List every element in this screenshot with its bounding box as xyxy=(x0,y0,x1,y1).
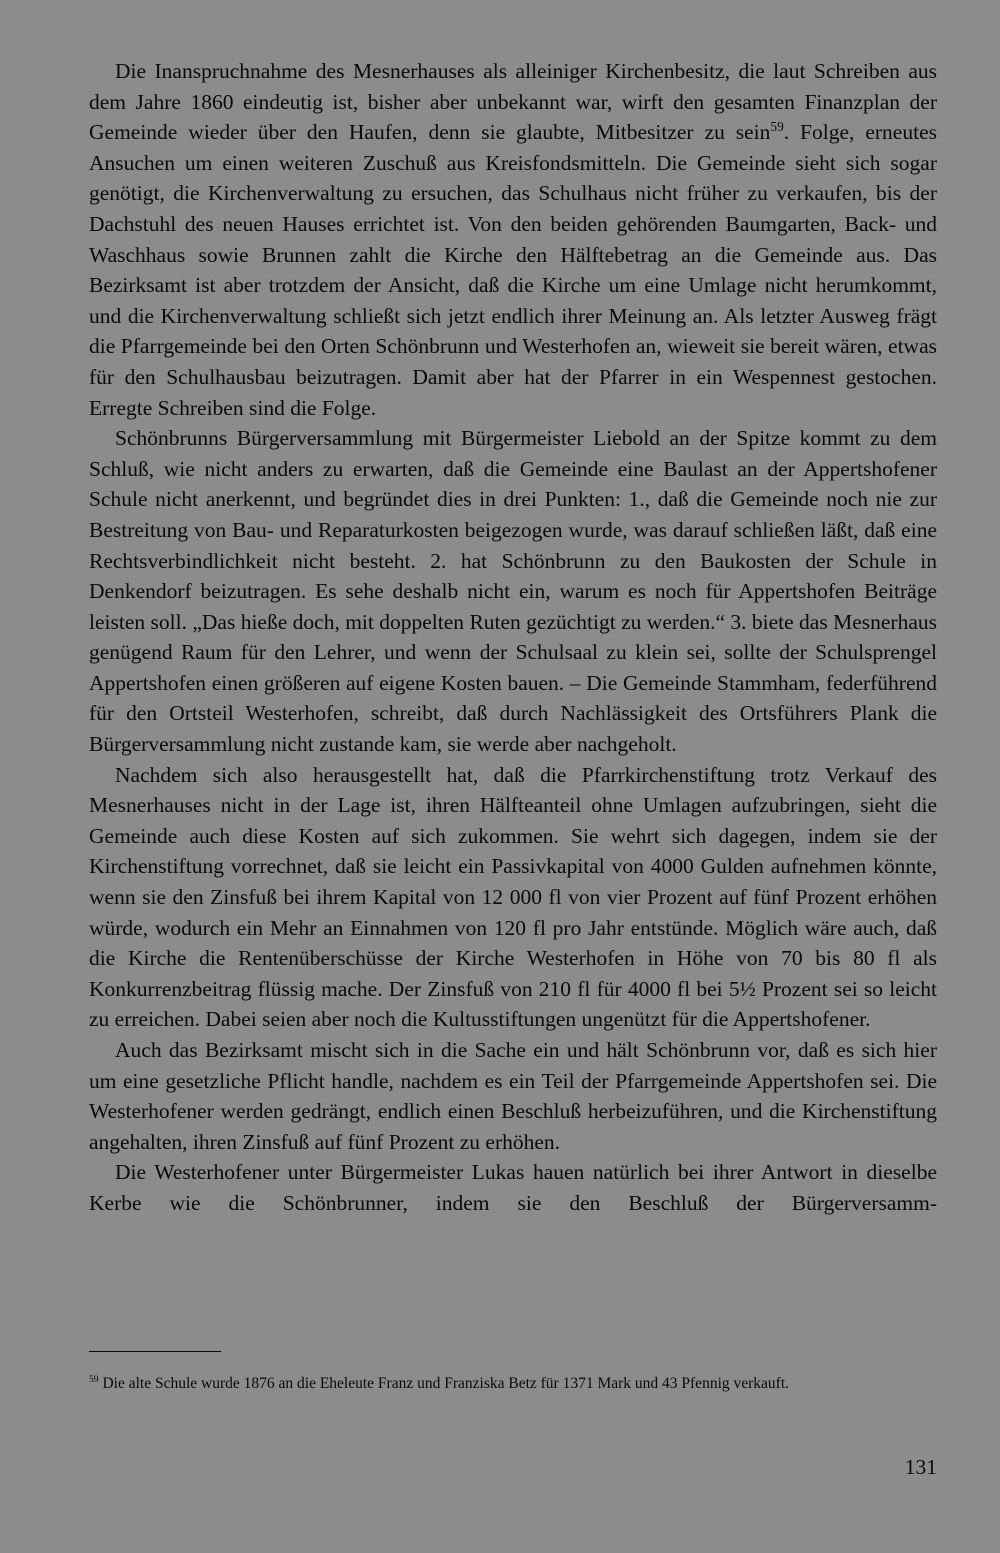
paragraph-2: Schönbrunns Bürgerversammlung mit Bürgermeister Liebold an der Spitze kommt zu dem Schluß, wie nicht anders zu erwarten, daß die Gemeinde eine Baulast an der Appertshofener Schule nicht anerkennt, und begründet dies in drei Punkten: 1., daß die Gemeinde noch nie zur Bestreitung von Bau- und Reparaturkosten beigezogen wurde, was darauf schließen läßt, daß eine Rechtsverbindlichkeit nicht besteht. 2. hat Schönbrunn zu den Baukosten der Schule in Denkendorf beizutragen. Es sehe deshalb nicht ein, warum es noch für Appertshofen Beiträge leisten soll. „Das hieße doch, mit doppelten Ruten gezüchtigt zu werden.“ 3. biete das Mesnerhaus genügend Raum für den Lehrer, und wenn der Schulsaal zu klein sei, sollte der Schulsprengel Appertshofen einen größeren auf eigene Kosten bauen. – Die Gemeinde Stammham, federführend für den Ortsteil Westerhofen, schreibt, daß durch Nachlässigkeit des Ortsführers Plank die Bürgerversammlung nicht zustande kam, sie werde aber nachgeholt. xyxy=(89,426,937,757)
paragraph-1 xyxy=(89,56,937,423)
paragraph-3: Nachdem sich also herausgestellt hat, daß die Pfarrkirchenstiftung trotz Verkauf des Mesnerhauses nicht in der Lage ist, ihren Hälfteanteil ohne Umlagen aufzubringen, sieht die Gemeinde auch diese Kosten auf sich zukommen. Sie wehrt sich dagegen, indem sie der Kirchenstiftung vorrechnet, daß sie leicht ein Passivkapital von 4000 Gulden aufnehmen könnte, wenn sie den Zinsfuß bei ihrem Kapital von 12 000 fl von vier Prozent auf fünf Prozent erhöhen würde, wodurch ein Mehr an Einnahmen von 120 fl pro Jahr entstünde. Möglich wäre auch, daß die Kirche die Rentenüberschüsse der Kirche Westerhofen in Höhe von 70 bis 80 fl als Konkurrenzbeitrag flüssig mache. Der Zinsfuß von 210 fl für 4000 fl bei 5½ Prozent sei so leicht zu erreichen. Dabei seien aber noch die Kultusstiftungen ungenützt für die Appertshofener. xyxy=(89,762,937,1032)
body-text xyxy=(89,56,937,1219)
paragraph-4: Auch das Bezirksamt mischt sich in die Sache ein und hält Schönbrunn vor, daß es sich hier um eine gesetzliche Pflicht handle, nachdem es ein Teil der Pfarrgemeinde Appertshofen sei. Die Westerhofener werden gedrängt, endlich einen Beschluß herbeizuführen, und die Kirchenstiftung angehalten, ihren Zinsfuß auf fünf Prozent zu erhöhen. xyxy=(89,1038,937,1154)
paragraph-1-text-a: Die Inanspruchnahme des Mesnerhauses als alleiniger Kirchenbesitz, die laut Schreiben aus dem Jahre 1860 eindeutig ist, bisher aber unbekannt war, wirft den gesamten Finanzplan der Gemeinde wieder über den Haufen, denn sie glaubte, Mitbesitzer zu sein xyxy=(89,59,937,145)
footnote-number: 59 xyxy=(89,1373,99,1385)
page-number: 131 xyxy=(904,1455,937,1479)
footnote-reference: 59 xyxy=(770,119,784,135)
footnote-divider xyxy=(89,1351,221,1352)
footnote xyxy=(89,1372,937,1395)
paragraph-5: Die Westerhofener unter Bürgermeister Lukas hauen natürlich bei ihrer Antwort in dieselbe Kerbe wie die Schönbrunner, indem sie den Beschluß der Bürgerversamm- xyxy=(89,1160,937,1215)
paragraph-1-text-b: . Folge, erneutes Ansuchen um einen weiteren Zuschuß aus Kreisfondsmitteln. Die Gemeinde sieht sich sogar genötigt, die Kirchenverwaltung zu ersuchen, das Schulhaus nicht früher zu verkaufen, bis der Dachstuhl des neuen Hauses errichtet ist. Von den beiden gehörenden Baumgarten, Back- und Waschhaus sowie Brunnen zahlt die Kirche den Hälftebetrag an die Gemeinde aus. Das Bezirksamt ist aber trotzdem der Ansicht, daß die Kirche um eine Umlage nicht herumkommt, und die Kirchenverwaltung schließt sich jetzt endlich ihrer Meinung an. Als letzter Ausweg frägt die Pfarrgemeinde bei den Orten Schönbrunn und Westerhofen an, wieweit sie bereit wären, etwas für den Schulhausbau beizutragen. Damit aber hat der Pfarrer in ein Wespennest gestochen. Erregte Schreiben sind die Folge. xyxy=(89,120,937,420)
footnote-text: Die alte Schule wurde 1876 an die Eheleute Franz und Franziska Betz für 1371 Mark und 43 Pfennig verkauft. xyxy=(98,1375,790,1392)
